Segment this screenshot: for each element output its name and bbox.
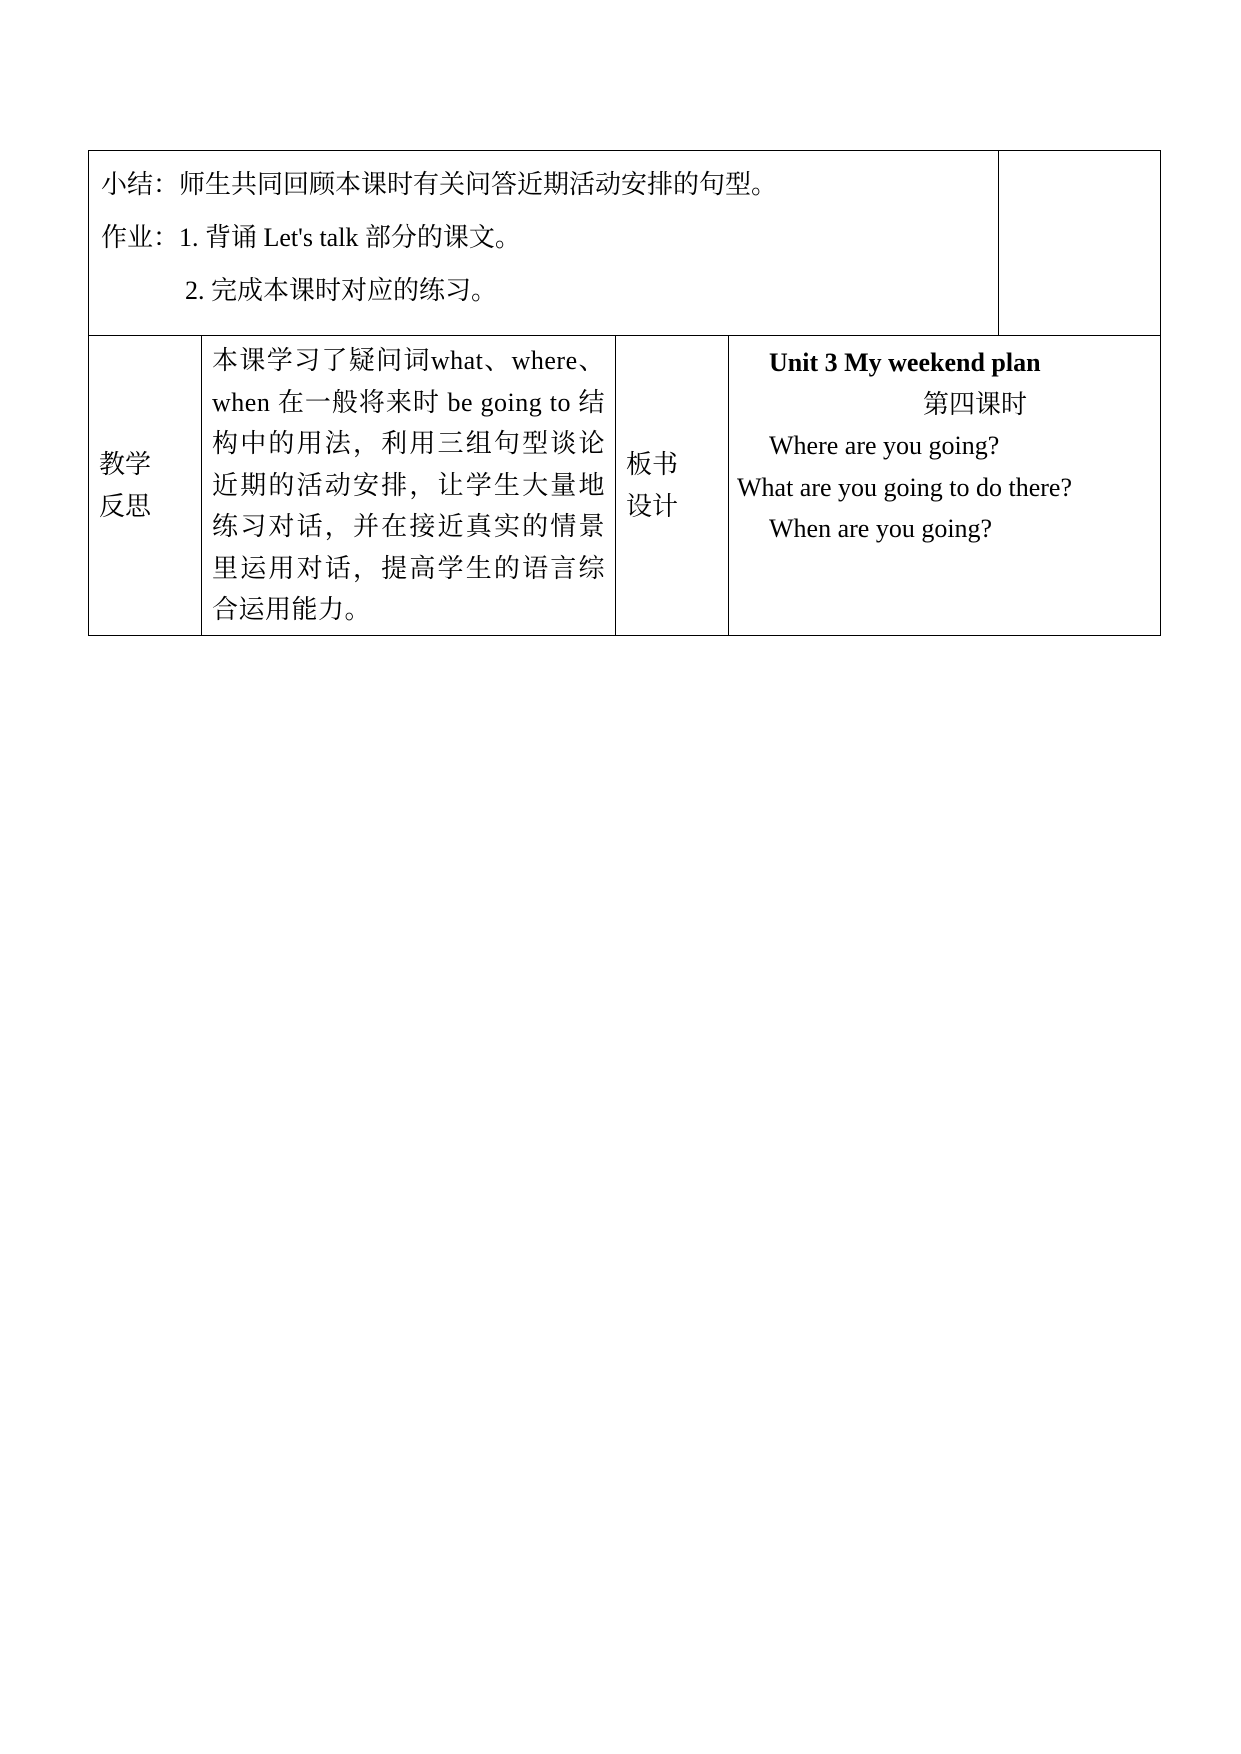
board-question-2: What are you going to do there?: [737, 472, 1072, 502]
board-label-cell: [616, 336, 729, 636]
reflection-label-line1: 教学: [99, 449, 152, 480]
homework-item-2: 2. 完成本课时对应的练习。: [185, 276, 498, 305]
board-design-cell: [729, 336, 1161, 636]
reflection-label-cell: [89, 336, 202, 636]
reflection-board-row: [89, 336, 1161, 636]
board-question-3: When are you going?: [769, 514, 993, 543]
board-title: Unit 3 My weekend plan: [769, 348, 1041, 377]
lesson-plan-table: [88, 150, 1161, 636]
summary-text: 小结：师生共同回顾本课时有关问答近期活动安排的句型。: [101, 170, 778, 199]
homework-item-1: 作业：1. 背诵 Let's talk 部分的课文。: [101, 223, 521, 252]
board-label-line1: 板书: [626, 449, 679, 480]
reflection-label-line2: 反思: [99, 491, 152, 522]
summary-row: [89, 151, 1161, 336]
board-label-line2: 设计: [626, 491, 679, 522]
reflection-text: 本课学习了疑问词what、where、when 在一般将来时 be going to 结构中的用法，利用三组句型谈论近期的活动安排，让学生大量地练习对话，并在接近真实的情景里运用对话，提高学生的语言综合运用能力。: [202, 336, 616, 636]
board-question-1: Where are you going?: [769, 431, 1000, 460]
summary-homework-cell: [89, 151, 999, 336]
board-subtitle: 第四课时: [923, 389, 1028, 419]
empty-side-cell: [999, 151, 1161, 336]
